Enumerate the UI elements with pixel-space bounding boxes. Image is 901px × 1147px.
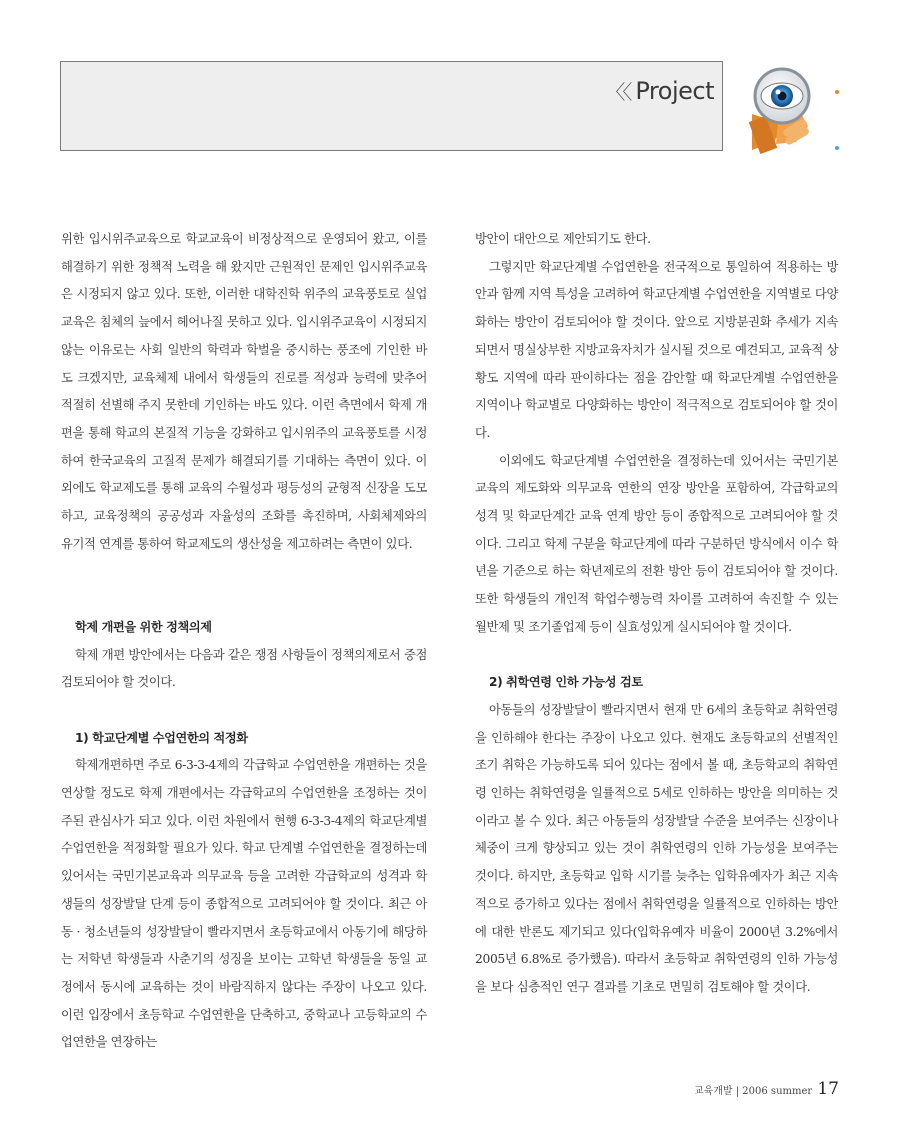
section-intro-paragraph: 학제 개편 방안에서는 다음과 같은 쟁점 사항들이 정책의제로서 중점 검토되어야 할 것이다. [61,647,427,690]
page-footer [694,1079,839,1099]
header-banner [60,61,723,151]
left-column [61,226,427,1057]
publication-label: 교육개발 | 2006 summer [693,1086,813,1097]
intro-paragraph: 위한 입시위주교육으로 학교교육이 비정상적으로 운영되어 왔고, 이를 해결하기 위한 정책적 노력을 해 왔지만 근원적인 문제인 입시위주교육은 시정되지 않고 있다. 또한, 이러한 대학진학 위주의 교육풍토로 실업교육은 침체의 늪에서 헤어나질 못하고 있다. 입시위주교육이 시정되지 않는 이유로는 사회 일반의 학력과 학벌을 중시하는 풍조에 기인한 바도 크겠지만, 교육체제 내에서 학생들의 진로를 적성과 능력에 맞추어 적절히 선별해 주지 못한데 기인하는 바도 있다. 이런 측면에서 학제 개편을 통해 학교의 본질적 기능을 강화하고 입시위주의 교육풍토를 시정하여 한국교육의 고질적 문제가 해결되기를 기대하는 측면이 있다. 이외에도 학교제도를 통해 교육의 수월성과 평등성의 균형적 신장을 도모하고, 교육정책의 공공성과 자율성의 조화를 촉진하며, 사회체제와의 유기적 연계를 통하여 학교제도의 생산성을 제고하려는 측면이 있다. [61,232,427,551]
double-chevron-left-icon: 〈〈 [605,80,630,104]
section-heading: 학제 개편을 위한 정책의제 [75,619,212,634]
continuation-paragraph: 방안이 대안으로 제안되기도 한다. [475,232,651,246]
subsection-1-paragraph: 학제개편하면 주로 6-3-3-4제의 각급학교 수업연한을 개편하는 것을 연상할 정도로 학제 개편에서는 각급학교의 수업연한을 조정하는 것이 주된 관심사가 되고 있다. 이런 차원에서 현행 6-3-3-4제의 학교단계별 수업연한을 적정화할 필요가 있다. 학교 단계별 수업연한을 결정하는데 있어서는 국민기본교육과 의무교육 등을 고려한 각급학교의 성격과 학생들의 성장발달 단계 등이 종합적으로 고려되어야 할 것이다. 최근 아동 · 청소년들의 성장발달이 빨라지면서 초등학교에서 아동기에 해당하는 저학년 학생들과 사춘기의 성징을 보이는 고학년 학생들을 동일 교정에서 동시에 교육하는 것이 바람직하지 않다는 주장이 나오고 있다. 이런 입장에서 초등학교 수업연한을 단축하고, 중학교나 고등학교의 수업연한을 연장하는 [61,758,427,1050]
regional-diversification-paragraph: 그렇지만 학교단계별 수업연한을 전국적으로 통일하여 적용하는 방안과 함께 지역 특성을 고려하여 학교단계별 수업연한을 지역별로 다양화하는 방안이 검토되어야 할 것이다. 앞으로 지방분권화 추세가 지속되면서 명실상부한 지방교육자치가 실시될 것으로 예견되고, 교육적 상황도 지역에 따라 판이하다는 점을 감안할 때 학교단계별 수업연한을 지역이나 학교별로 다양화하는 방안이 적극적으로 검토되어야 할 것이다. [475,259,838,440]
section-title-text: Project [635,77,714,105]
subsection-2-heading: 2) 취학연령 인하 가능성 검토 [489,675,643,690]
subsection-1-heading: 1) 학교단계별 수업연한의 적정화 [75,730,248,745]
grade-system-paragraph: 이외에도 학교단계별 수업연한을 결정하는데 있어서는 국민기본교육의 제도화와 의무교육 연한의 연장 방안을 포함하여, 각급학교의 성격 및 학교단계간 교육 연계 방안 등이 종합적으로 고려되어야 할 것이다. 그리고 학제 구분을 학교단계에 따라 구분하던 방식에서 이수 학년을 기준으로 하는 학년제로의 전환 방안 등이 검토되어야 할 것이다. 또한 학생들의 개인적 학업수행능력 차이를 고려하여 속진할 수 있는 월반제 및 조기졸업제 등이 실효성있게 실시되어야 할 것이다. [475,453,838,634]
right-column [475,226,838,1002]
eye-magnifier-icon [738,62,840,160]
page-number: 17 [817,1079,839,1099]
subsection-2-paragraph: 아동들의 성장발달이 빨라지면서 현재 만 6세의 초등학교 취학연령을 인하해야 한다는 주장이 나오고 있다. 현재도 초등학교의 선별적인 조기 취학은 가능하도록 되어 있다는 점에서 볼 때, 초등학교의 취학연령 인하는 취학연령을 일률적으로 5세로 인하하는 방안을 의미하는 것이라고 볼 수 있다. 최근 아동들의 성장발달 수준을 보여주는 신장이나 체중이 크게 향상되고 있는 것이 취학연령의 인하 가능성을 보여주는 것이다. 하지만, 초등학교 입학 시기를 늦추는 입학유예자가 최근 지속적으로 증가하고 있다는 점에서 취학연령을 일률적으로 인하하는 방안에 대한 반론도 제기되고 있다(입학유예자 비율이 2000년 3.2%에서 2005년 6.8%로 증가했음). 따라서 초등학교 취학연령의 인하 가능성을 보다 심층적인 연구 결과를 기초로 면밀히 검토해야 할 것이다. [475,702,838,994]
section-title [605,76,714,105]
